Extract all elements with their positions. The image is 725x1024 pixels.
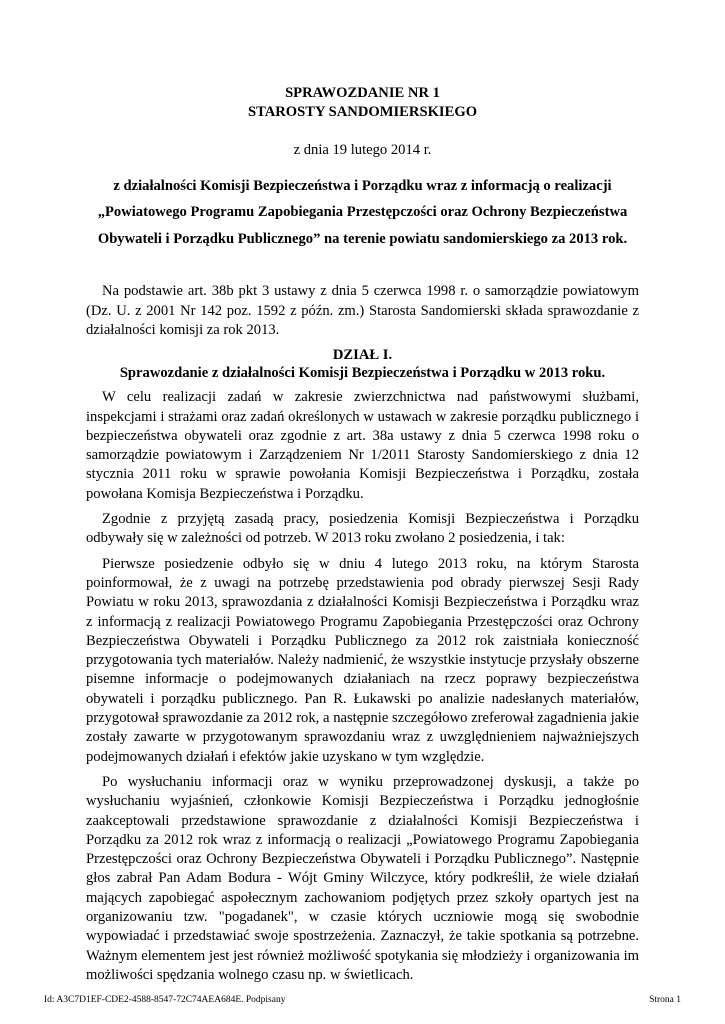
- paragraph-2: Zgodnie z przyjętą zasadą pracy, posiedzenia Komisji Bezpieczeństwa i Porządku odbywały się w zależności od potrzeb. W 2013 roku zwołano 2 posiedzenia, i tak:: [86, 511, 639, 547]
- document-subject: [51, 173, 674, 253]
- document-body: [86, 84, 639, 985]
- document-title-line2: STAROSTY SANDOMIERSKIEGO: [247, 104, 478, 121]
- paragraph-4: Po wysłuchaniu informacji oraz w wyniku przeprowadzonej dyskusji, a także po wysłuchaniu wyjaśnień, członkowie Komisji Bezpieczeństwa i Porządku jednogłośnie zaakceptowali przedstawione sprawozdanie z działalności Komisji Bezpieczeństwa i Porządku za 2012 rok wraz z informacją o realizacji „Powiatowego Programu Zapobiegania Przestępczości oraz Ochrony Bezpieczeństwa Obywateli i Porządku Publicznego”. Następnie głos zabrał Pan Adam Bodura - Wójt Gminy Wilczyce, który podkreślił, że wiele działań mających zapobiegać aspołecznym zachowaniom podjętych przez szkoły opartych jest na organizowaniu tzw. "pogadanek", w czasie których uczniowie mogą się swobodnie wypowiadać i przedstawiać swoje spostrzeżenia. Zaznaczył, że takie spotkania są potrzebne. Ważnym elementem jest jest również możliwość spotykania się młodzieży i organizowania im możliwości spędzania wolnego czasu np. w świetlicach.: [86, 773, 639, 983]
- paragraph-3: Pierwsze posiedzenie odbyło się w dniu 4 lutego 2013 roku, na którym Starosta poinformował, że z uwagi na potrzebę przedstawienia pod obrady pierwszej Sesji Rady Powiatu w roku 2013, sprawozdania z działalności Komisji Bezpieczeństwa i Porządku wraz z informacją z realizacji Powiatowego Programu Zapobiegania Przestępczości oraz Ochrony Bezpieczeństwa Obywateli i Porządku Publicznego za 2012 rok zaistniała konieczność przygotowania tych materiałów. Należy nadmienić, że wszystkie instytucje przysłały obszerne pisemne informacje o podejmowanych działaniach na rzecz poprawy bezpieczeństwa obywateli i porządku publicznego. Pan R. Łukawski po analizie nadesłanych materiałów, przygotował sprawozdanie za 2012 rok, a następnie szczegółowo zreferował zagadnienia jakie zostały zawarte w przygotowanym sprawozdaniu wraz z uwzględnieniem najważniejszych podejmowanych działań i efektów jakie uzyskano w tym względzie.: [86, 555, 639, 765]
- subject-line-2: „Powiatowego Programu Zapobiegania Przestępczości oraz Ochrony Bezpieczeństwa: [97, 204, 628, 221]
- section-heading: DZIAŁ I.: [332, 347, 393, 364]
- section-subheading: Sprawozdanie z działalności Komisji Bezpieczeństwa i Porządku w 2013 roku.: [119, 365, 606, 382]
- document-date: z dnia 19 lutego 2014 r.: [293, 141, 432, 158]
- paragraph-1: W celu realizacji zadań w zakresie zwierzchnictwa nad państwowymi służbami, inspekcjami i strażami oraz zadań określonych w ustawach w zakresie porządku publicznego i bezpieczeństwa obywateli oraz zgodnie z art. 38a ustawy z dnia 5 czerwca 1998 roku o samorządzie powiatowym i Zarządzeniem Nr 1/2011 Starosty Sandomierskiego z dnia 12 stycznia 2011 roku w sprawie powołania Komisji Bezpieczeństwa i Porządku, została powołana Komisja Bezpieczeństwa i Porządku.: [86, 389, 639, 502]
- document-id: Id: A3C7D1EF-CDE2-4588-8547-72C74AEA684E. Podpisany: [44, 995, 286, 1005]
- subject-line-1: z działalności Komisji Bezpieczeństwa i Porządku wraz z informacją o realizacji: [113, 177, 612, 194]
- subject-line-3: Obywateli i Porządku Publicznego” na terenie powiatu sandomierskiego za 2013 rok.: [97, 230, 628, 247]
- intro-paragraph: Na podstawie art. 38b pkt 3 ustawy z dnia 5 czerwca 1998 r. o samorządzie powiatowym (Dz. U. z 2001 Nr 142 poz. 1592 z późn. zm.) Starosta Sandomierski składa sprawozdanie z działalności komisji za rok 2013.: [86, 283, 639, 338]
- document-title-line1: SPRAWOZDANIE NR 1: [285, 85, 440, 101]
- page-footer: [44, 995, 681, 1005]
- page-number: Strona 1: [649, 995, 681, 1005]
